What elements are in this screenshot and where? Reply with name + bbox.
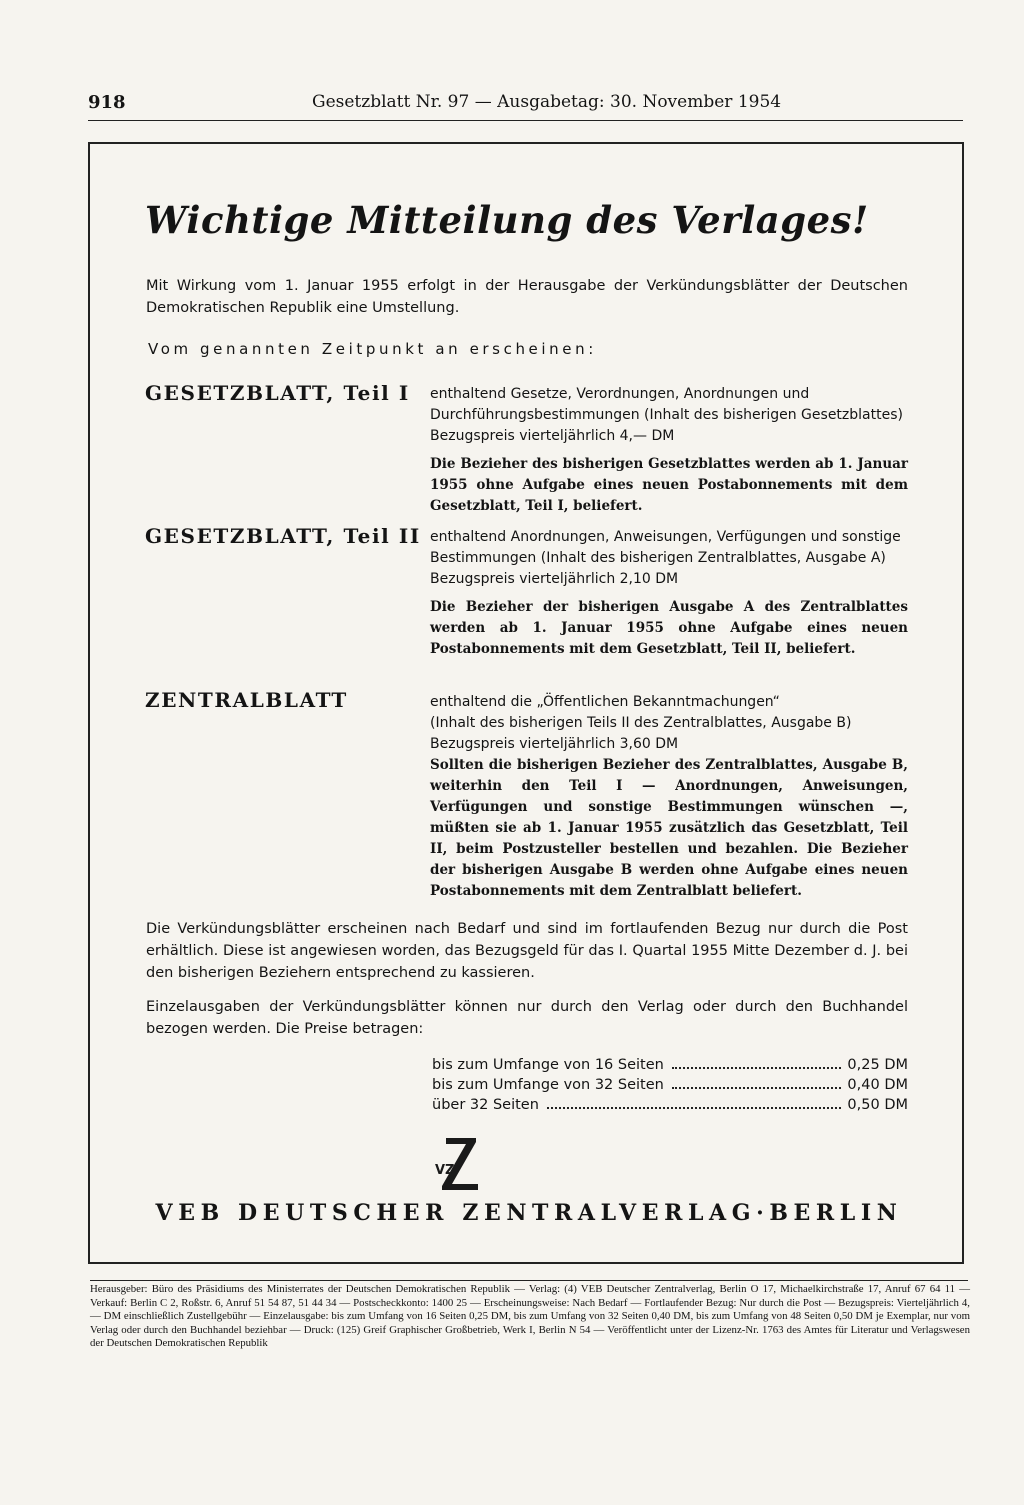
section-content: (Inhalt des bisherigen Teils II des Zentralblattes, Ausgabe B) xyxy=(430,715,852,731)
notice-headline: Wichtige Mitteilung des Verlages! xyxy=(145,198,869,242)
price-label: bis zum Umfange von 32 Seiten xyxy=(432,1077,664,1093)
section-body-zentralblatt xyxy=(430,692,908,902)
notice-lead: Vom genannten Zeitpunkt an erscheinen: xyxy=(148,340,597,358)
section-description: enthaltend die „Öffentlichen Bekanntmachungen“ xyxy=(430,694,780,710)
dot-leader xyxy=(547,1107,842,1109)
price-value: 0,25 DM xyxy=(847,1057,908,1073)
publisher-name: VEB DEUTSCHER ZENTRALVERLAG·BERLIN xyxy=(155,1200,903,1226)
section-body-gesetzblatt-teil-1 xyxy=(430,384,908,517)
section-notice: Sollten die bisherigen Bezieher des Zentralblattes, Ausgabe B, weiterhin den Teil I — Anordnungen, Anweisungen, Verfügungen und sonstige Bestimmungen wünschen —, müßten sie ab 1. Januar 1955 zusätzlich das Gesetzblatt, Teil II, beim Postzusteller bestellen und bezahlen. Die Bezieher der bisherigen Ausgabe B werden ohne Aufgabe eines neuen Postabonnements mit dem Zentralblatt beliefert. xyxy=(430,757,908,899)
price-row xyxy=(432,1055,908,1075)
page-number: 918 xyxy=(88,92,126,113)
price-label: bis zum Umfange von 16 Seiten xyxy=(432,1057,664,1073)
section-title-gesetzblatt-teil-1: GESETZBLATT, Teil I xyxy=(145,381,410,405)
publisher-logo-icon xyxy=(432,1132,488,1194)
section-title-zentralblatt: ZENTRALBLATT xyxy=(145,688,348,712)
dot-leader xyxy=(672,1087,842,1089)
section-price: Bezugspreis vierteljährlich 3,60 DM xyxy=(430,736,679,752)
section-description: enthaltend Gesetze, Verordnungen, Anordnungen und Durchführungsbestimmungen (Inhalt des bisherigen Gesetzblattes) xyxy=(430,386,903,423)
price-value: 0,40 DM xyxy=(847,1077,908,1093)
section-notice: Die Bezieher der bisherigen Ausgabe A des Zentralblattes werden ab 1. Januar 1955 ohne Aufgabe eines neuen Postabonnements mit dem Gesetzblatt, Teil II, beliefert. xyxy=(430,599,908,657)
imprint: Herausgeber: Büro des Präsidiums des Ministerrates der Deutschen Demokratischen Republik — Verlag: (4) VEB Deutscher Zentralverlag, Berlin O 17, Michaelkirchstraße 17, Anruf 67 64 11 — Verkauf: Berlin C 2, Roßstr. 6, Anruf 51 54 87, 51 44 34 — Postscheckkonto: 1400 25 — Erscheinungsweise: Nach Bedarf — Fortlaufender Bezug: Nur durch die Post — Bezugspreis: Vierteljährlich 4,— DM einschließlich Zustellgebühr — Einzelausgabe: bis zum Umfang von 16 Seiten 0,25 DM, bis zum Umfang von 32 Seiten 0,40 DM, bis zum Umfang von 48 Seiten 0,50 DM je Exemplar, nur vom Verlag oder durch den Buchhandel beziehbar — Druck: (125) Greif Graphischer Großbetrieb, Werk I, Berlin N 54 — Veröffentlicht unter der Lizenz-Nr. 1763 des Amtes für Literatur und Verlagswesen der Deutschen Demokratischen Republik xyxy=(90,1283,970,1349)
running-title: Gesetzblatt Nr. 97 — Ausgabetag: 30. November 1954 xyxy=(312,92,782,112)
single-issues-paragraph: Einzelausgaben der Verkündungsblätter können nur durch den Verlag oder durch den Buchhandel bezogen werden. Die Preise betragen: xyxy=(146,999,908,1037)
distribution-paragraph: Die Verkündungsblätter erscheinen nach Bedarf und sind im fortlaufenden Bezug nur durch die Post erhältlich. Diese ist angewiesen worden, das Bezugsgeld für das I. Quartal 1955 Mitte Dezember d. J. bei den bisherigen Beziehern entsprechend zu kassieren. xyxy=(146,921,908,981)
price-row xyxy=(432,1075,908,1095)
logo-letters: VZ xyxy=(435,1163,455,1178)
section-price: Bezugspreis vierteljährlich 4,— DM xyxy=(430,428,675,444)
dot-leader xyxy=(672,1067,842,1069)
notice-intro: Mit Wirkung vom 1. Januar 1955 erfolgt in der Herausgabe der Verkündungsblätter der Deutschen Demokratischen Republik eine Umstellung. xyxy=(146,278,908,316)
section-body-gesetzblatt-teil-2 xyxy=(430,527,908,660)
section-notice: Die Bezieher des bisherigen Gesetzblattes werden ab 1. Januar 1955 ohne Aufgabe eines neuen Postabonnements mit dem Gesetzblatt, Teil I, beliefert. xyxy=(430,456,908,514)
section-price: Bezugspreis vierteljährlich 2,10 DM xyxy=(430,571,679,587)
header-rule xyxy=(88,120,963,121)
price-value: 0,50 DM xyxy=(847,1097,908,1113)
price-list xyxy=(432,1055,908,1115)
page-header xyxy=(88,92,962,120)
section-description: enthaltend Anordnungen, Anweisungen, Verfügungen und sonstige Bestimmungen (Inhalt des bisherigen Zentralblattes, Ausgabe A) xyxy=(430,529,901,566)
footer-rule xyxy=(90,1280,968,1281)
price-label: über 32 Seiten xyxy=(432,1097,539,1113)
section-title-gesetzblatt-teil-2: GESETZBLATT, Teil II xyxy=(145,524,421,548)
price-row xyxy=(432,1095,908,1115)
